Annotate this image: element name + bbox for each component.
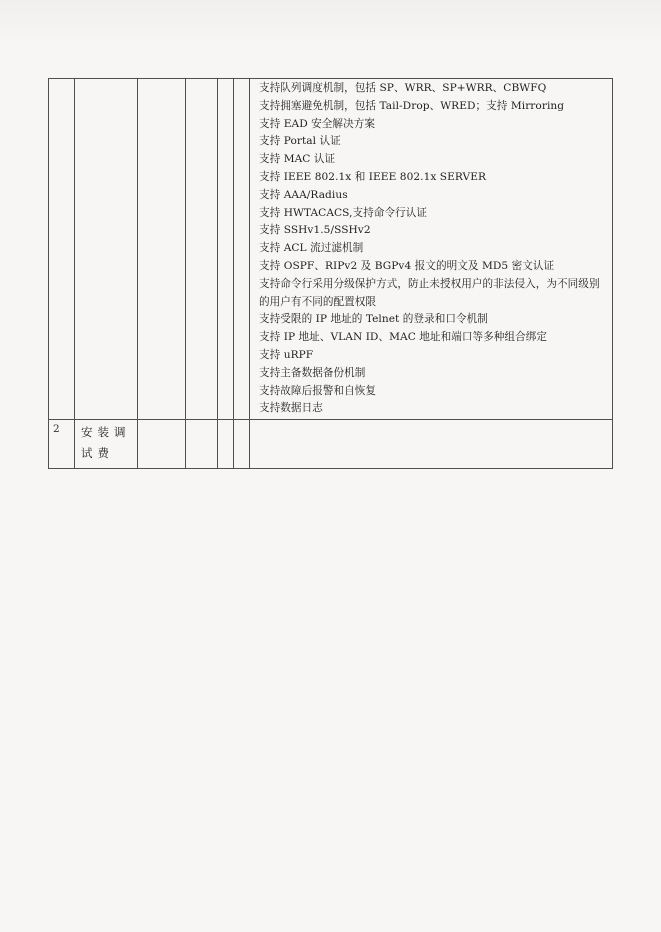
spec-cell — [250, 79, 613, 420]
empty-cell — [234, 79, 250, 420]
table-row — [49, 420, 613, 469]
spec-line: 支持 MAC 认证 — [259, 153, 336, 166]
spec-line: 支持 IP 地址、VLAN ID、MAC 地址和端口等多种组合绑定 — [259, 331, 548, 344]
spec-line: 支持主备数据备份机制 — [259, 366, 366, 379]
spec-line: 支持 EAD 安全解决方案 — [259, 117, 376, 130]
spec-line: 支持 IEEE 802.1x 和 IEEE 802.1x SERVER — [259, 170, 487, 183]
empty-cell — [186, 79, 218, 420]
empty-cell — [138, 79, 186, 420]
index-cell — [49, 79, 75, 420]
spec-line: 支持数据日志 — [259, 402, 323, 415]
spec-line: 支持 SSHv1.5/SSHv2 — [259, 224, 371, 237]
spec-line: 支持 Portal 认证 — [259, 135, 341, 148]
empty-cell — [218, 420, 234, 469]
empty-cell — [250, 420, 613, 469]
empty-cell — [234, 420, 250, 469]
scan-top-band — [0, 0, 661, 46]
spec-line: 支持 uRPF — [259, 348, 314, 361]
spec-list — [250, 79, 612, 419]
spec-table — [48, 78, 613, 469]
spec-line: 支持 ACL 流过滤机制 — [259, 242, 364, 255]
table-row — [49, 79, 613, 420]
spec-line: 支持 OSPF、RIPv2 及 BGPv4 报文的明文及 MD5 密文认证 — [259, 259, 555, 272]
spec-line: 支持命令行采用分级保护方式，防止未授权用户的非法侵入，为不同级别的用户有不同的配置权限 — [259, 277, 600, 308]
spec-line: 支持受限的 IP 地址的 Telnet 的登录和口令机制 — [259, 313, 488, 326]
spec-line: 支持故障后报警和自恢复 — [259, 384, 377, 397]
spec-line: 支持拥塞避免机制，包括 Tail-Drop、WRED；支持 Mirroring — [259, 99, 565, 112]
empty-cell — [138, 420, 186, 469]
empty-cell — [218, 79, 234, 420]
spec-line: 支持 HWTACACS,支持命令行认证 — [259, 206, 428, 219]
spec-line: 支持队列调度机制，包括 SP、WRR、SP+WRR、CBWFQ — [259, 82, 547, 94]
row-index: 2 — [49, 420, 75, 469]
empty-cell — [186, 420, 218, 469]
spec-line: 支持 AAA/Radius — [259, 188, 348, 201]
item-name: 安装调试费 — [75, 420, 138, 469]
name-cell — [75, 79, 138, 420]
